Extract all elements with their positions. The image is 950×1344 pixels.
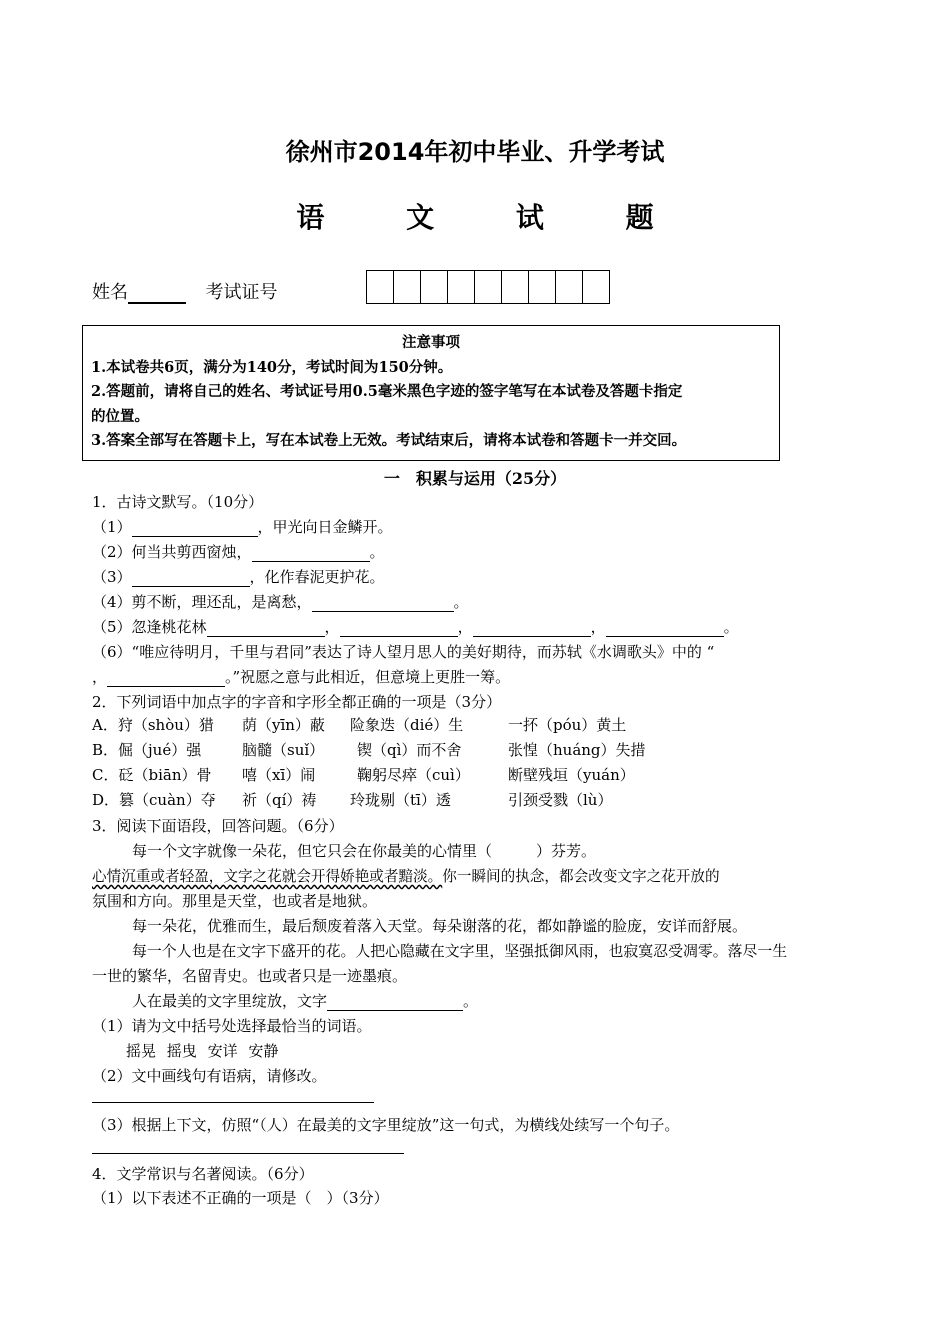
option-term: A．狩（shòu）猎: [92, 716, 214, 734]
q1-item-1: [92, 516, 393, 537]
q3-passage-p2-cont: 氛围和方向。那里是天堂，也或者是地狱。: [92, 892, 378, 910]
q1-text: ，甲光向日金鳞开。: [257, 518, 393, 536]
q1-text: ，: [324, 618, 340, 636]
option-term: 一抔（póu）黄土: [508, 716, 627, 734]
passage-text: 。: [463, 992, 479, 1010]
option-term: 险象迭（dié）生: [350, 716, 464, 734]
choice-word: 摇曳: [166, 1042, 197, 1060]
candidate-info-row: [92, 278, 277, 304]
underlined-sentence: 心情沉重或者轻盈，文字之花就会开得娇艳或者黯淡。: [92, 868, 443, 885]
q1-text: （4）剪不断，理还乱，是离愁，: [92, 593, 312, 611]
choice-word: 安详: [207, 1042, 238, 1060]
exam-title: 徐州市2014年初中毕业、升学考试: [285, 138, 665, 166]
option-term: 玲珑剔（tī）透: [350, 791, 451, 809]
notice-box: [82, 325, 780, 461]
q1-item-6-cont: [92, 666, 510, 687]
answer-blank: [207, 622, 325, 637]
q1-item-6: （6）“唯应待明月，千里与君同”表达了诗人望月思人的美好期待，而苏轼《水调歌头》中的 “: [92, 643, 715, 661]
q3-passage-p4-cont: 一世的繁华，名留青史。也或者只是一迹墨痕。: [92, 967, 408, 985]
section-title: 一 积累与运用（25分）: [383, 469, 567, 488]
q1-text: ，化作春泥更护花。: [249, 568, 385, 586]
id-box-cell: [448, 271, 475, 303]
choice-word: 摇晃: [126, 1042, 157, 1060]
q1-text: 。: [723, 618, 739, 636]
answer-blank: [340, 622, 458, 637]
q1-stem: 1．古诗文默写。（10分）: [92, 493, 264, 511]
q1-text: （5）忽逢桃花林: [92, 618, 207, 636]
id-box-cell: [421, 271, 448, 303]
passage-text: 每一个文字就像一朵花，但它只会在你最美的心情里（: [132, 842, 493, 860]
option-term: B．倔（jué）强: [92, 741, 202, 759]
q3-passage-p5: [132, 990, 478, 1011]
exam-subject: 语 文 试 题: [296, 201, 690, 234]
answer-line: [92, 1102, 374, 1103]
q1-text: ，: [92, 668, 108, 686]
option-term: 祈（qí）祷: [242, 791, 317, 809]
id-label: 考试证号: [205, 282, 278, 303]
passage-text: ）芬芳。: [536, 842, 597, 860]
q1-text: ，: [457, 618, 473, 636]
q3-choices: [126, 1040, 278, 1061]
id-box-cell: [556, 271, 583, 303]
q1-item-2: [92, 541, 385, 562]
q1-text: （1）: [92, 518, 132, 536]
option-term: 脑髓（suǐ）: [242, 741, 325, 759]
option-term: 荫（yīn）蔽: [242, 716, 325, 734]
q2-option-a: [92, 714, 626, 735]
answer-blank: [132, 572, 250, 587]
q1-item-5: [92, 616, 739, 637]
option-term: 断壁残垣（yuán）: [508, 766, 635, 784]
name-label: 姓名: [92, 282, 128, 303]
notice-item: 的位置。: [91, 407, 149, 425]
q1-text: 。: [453, 593, 469, 611]
id-box-cell: [475, 271, 502, 303]
option-term: 鞠躬尽瘁（cuì）: [357, 766, 470, 784]
id-box-cell: [394, 271, 421, 303]
q3-sub3: （3）根据上下文，仿照“（人）在最美的文字里绽放”这一句式，为横线处续写一个句子。: [92, 1116, 680, 1134]
q3-stem: 3．阅读下面语段，回答问题。（6分）: [92, 817, 344, 835]
passage-text: 你一瞬间的执念，都会改变文字之花开放的: [442, 868, 720, 885]
answer-blank: [132, 522, 258, 537]
q1-text: （3）: [92, 568, 132, 586]
q1-text: 。: [369, 543, 385, 561]
q2-option-b: [92, 739, 646, 760]
name-blank: [128, 286, 186, 304]
option-term: 锲（qì）而不舍: [357, 741, 462, 759]
q2-option-d: [92, 789, 612, 810]
notice-item: 1.本试卷共6页，满分为140分，考试时间为150分钟。: [91, 358, 453, 376]
option-term: 张惶（huáng）失措: [508, 741, 646, 759]
q3-passage-p1: [132, 840, 596, 861]
q1-item-3: [92, 566, 385, 587]
id-box-cell: [502, 271, 529, 303]
passage-text: 人在最美的文字里绽放，文字: [132, 992, 328, 1010]
id-box-cell: [367, 271, 394, 303]
q1-item-4: [92, 591, 469, 612]
q2-option-c: [92, 764, 635, 785]
choice-word: 安静: [248, 1042, 279, 1060]
notice-item: 3.答案全部写在答题卡上，写在本试卷上无效。考试结束后，请将本试卷和答题卡一并交回。: [91, 432, 687, 449]
q1-text: ，: [590, 618, 606, 636]
q4-stem: 4．文学常识与名著阅读。（6分）: [92, 1165, 314, 1183]
q2-stem: 2．下列词语中加点字的字音和字形全都正确的一项是（3分）: [92, 693, 502, 711]
q1-text: 。”祝愿之意与此相近，但意境上更胜一筹。: [225, 668, 511, 686]
q3-passage-p3: 每一朵花，优雅而生，最后颓废着落入天堂。每朵谢落的花，都如静谧的脸庞，安详而舒展。: [132, 917, 748, 935]
exam-id-boxes: [366, 270, 610, 304]
answer-line: [92, 1153, 404, 1154]
id-box-cell: [529, 271, 556, 303]
q1-text: （2）何当共剪西窗烛，: [92, 543, 252, 561]
answer-blank: [327, 996, 463, 1011]
q3-passage-p2: [92, 865, 720, 886]
notice-heading: 注意事项: [402, 334, 460, 351]
option-term: 引颈受戮（lù）: [508, 791, 613, 809]
option-term: 嘻（xī）闹: [242, 766, 316, 784]
answer-blank: [252, 547, 370, 562]
answer-blank: [606, 622, 724, 637]
id-box-cell: [583, 271, 609, 303]
option-term: C．砭（biān）骨: [92, 766, 212, 784]
q3-sub1: （1）请为文中括号处选择最恰当的词语。: [92, 1017, 372, 1035]
q4-sub1: （1）以下表述不正确的一项是（ ）（3分）: [92, 1189, 389, 1207]
option-term: D．篡（cuàn）夺: [92, 791, 216, 809]
q3-passage-p4: 每一个人也是在文字下盛开的花。人把心隐藏在文字里，坚强抵御风雨，也寂寞忍受凋零。落尽一生: [132, 942, 788, 960]
notice-item: 2.答题前，请将自己的姓名、考试证号用0.5毫米黑色字迹的签字笔写在本试卷及答题卡指定: [91, 383, 683, 400]
answer-blank: [107, 672, 225, 687]
answer-blank: [312, 597, 454, 612]
q3-sub2: （2）文中画线句有语病，请修改。: [92, 1067, 327, 1085]
answer-blank: [473, 622, 591, 637]
